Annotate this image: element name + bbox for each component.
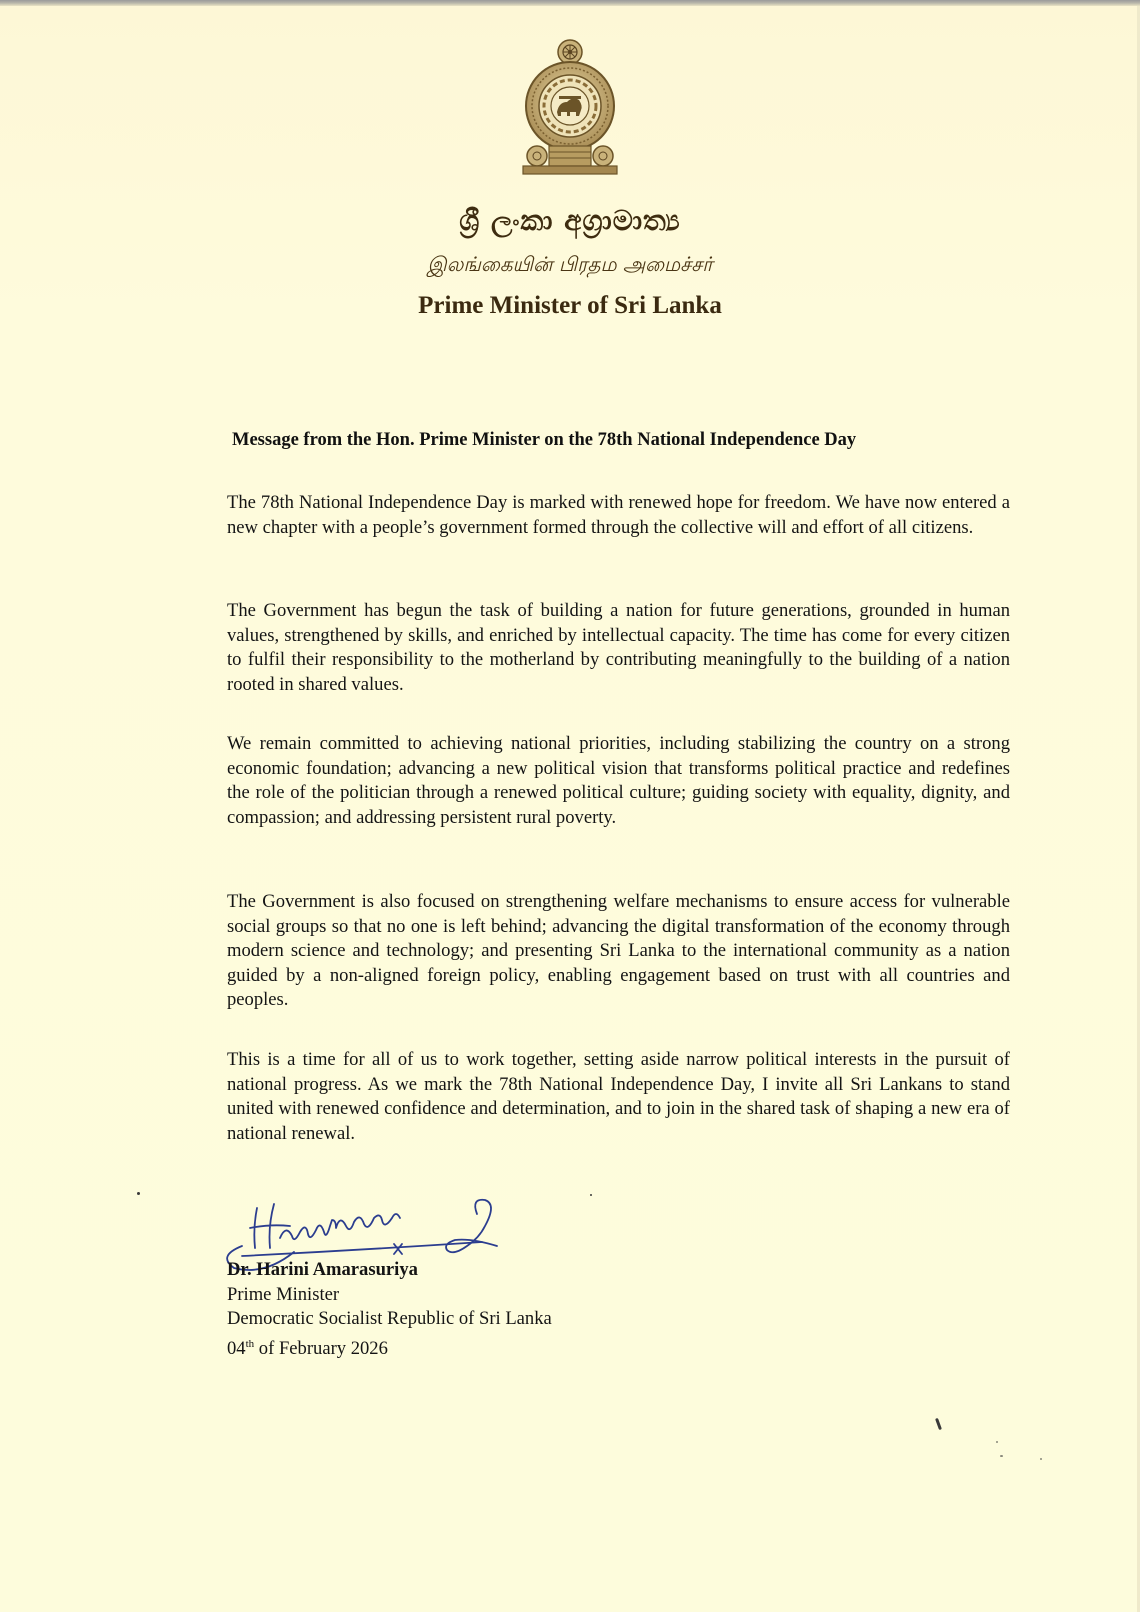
paper-speck (1000, 1455, 1003, 1457)
signatory-country: Democratic Socialist Republic of Sri Lanka (227, 1308, 552, 1330)
message-title: Message from the Hon. Prime Minister on the 78th National Independence Day (232, 430, 857, 450)
message-paragraph: We remain committed to achieving national priorities, including stabilizing the country on a strong economic foundation; advancing a new political vision that transforms political practice and redefines the role of the politician through a renewed political culture; guiding society with equality, dignity, and compassion; and addressing persistent rural poverty. (227, 733, 1010, 828)
date-suffix: th (245, 1337, 255, 1350)
date-day: 04 (227, 1337, 246, 1359)
signatory-name: Dr. Harini Amarasuriya (227, 1259, 418, 1280)
letterhead-sinhala-title: ශ්‍රී ලංකා අග්‍රාමාත්‍ය (459, 204, 681, 237)
paper-speck (590, 1194, 592, 1196)
scan-top-edge (0, 0, 1140, 6)
message-paragraph: The Government is also focused on strengthening welfare mechanisms to ensure access for vulnerable social groups so that no one is left behind; advancing the digital transformation of the economy through modern science and technology; and presenting Sri Lanka to the international community as a nation guided by a non-aligned foreign policy, enabling engagement based on trust with all countries and peoples. (227, 891, 1010, 1011)
paper-speck (935, 1418, 942, 1430)
letterhead-english-title: Prime Minister of Sri Lanka (418, 292, 722, 319)
paper-speck (1040, 1458, 1042, 1460)
paper-speck (996, 1441, 998, 1443)
paper-speck (137, 1192, 140, 1195)
message-paragraph: The 78th National Independence Day is marked with renewed hope for freedom. We have now entered a new chapter with a people’s government formed through the collective will and effort of all citizens. (227, 492, 1010, 538)
national-emblem-icon (515, 38, 625, 178)
letter-date (227, 1332, 552, 1362)
message-paragraph: This is a time for all of us to work together, setting aside narrow political interests in the pursuit of national progress. As we mark the 78th National Independence Day, I invite all Sri Lankans to stand united with renewed confidence and determination, and to join in the shared task of shaping a new era of national renewal. (227, 1049, 1010, 1144)
signature-block (227, 1258, 552, 1362)
message-paragraph: The Government has begun the task of building a nation for future generations, grounded in human values, strengthened by skills, and enriched by intellectual capacity. The time has come for every citizen to fulfil their responsibility to the motherland by contributing meaningfully to the building of a nation rooted in shared values. (227, 600, 1010, 695)
date-month-year: of February 2026 (254, 1337, 388, 1359)
letterhead-tamil-title: இலங்கையின் பிரதம அமைச்சர் (427, 252, 713, 276)
signatory-position: Prime Minister (227, 1283, 340, 1305)
